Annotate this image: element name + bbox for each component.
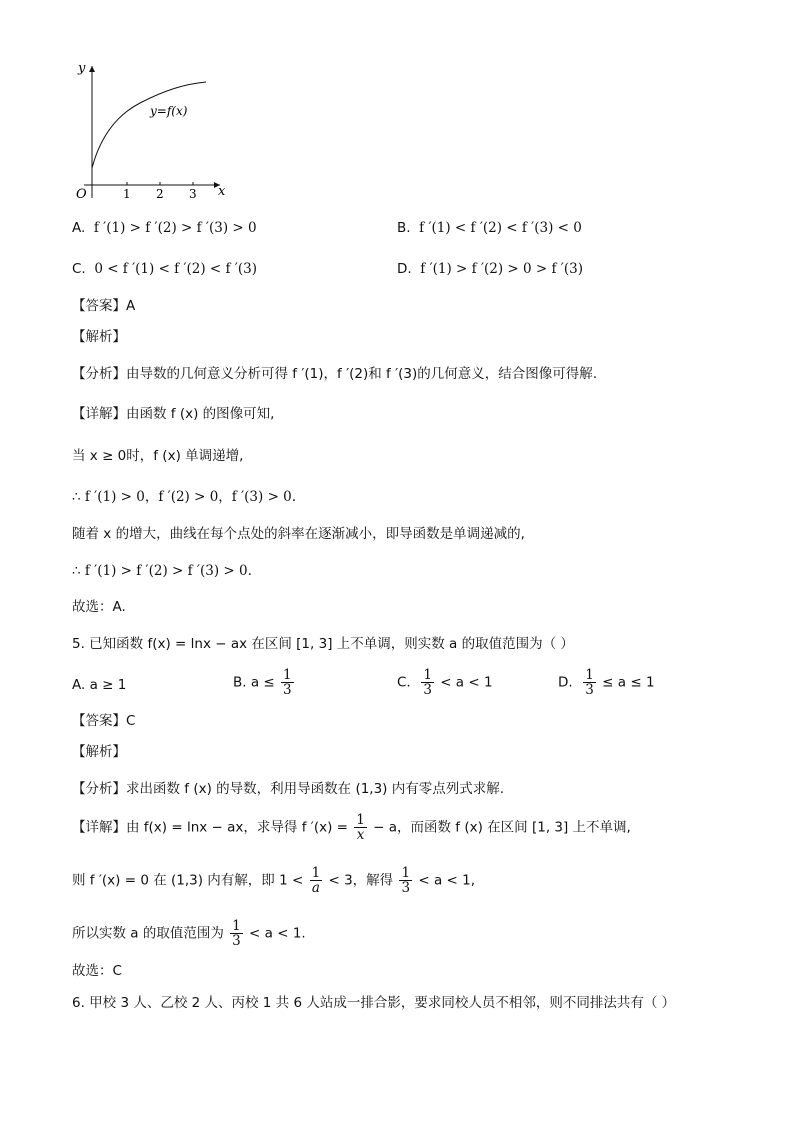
tick-2: 2 (156, 187, 164, 201)
function-graph (70, 58, 240, 208)
y-axis-label: y (78, 61, 86, 76)
q4-option-d: D. f ′(1) > f ′(2) > 0 > f ′(3) (397, 261, 583, 277)
q5-choose: 故选：C (72, 963, 122, 979)
q5-line-2: 所以实数 a 的取值范围为 $\frac{1}{3}$ < a < 1. (72, 918, 306, 949)
curve-label: y=f(x) (150, 104, 188, 118)
q5-analysis-tag: 【解析】 (72, 744, 126, 760)
fraction-one-over-a: $\frac{1}{a}$ (311, 865, 321, 896)
q4-fenxi: 【分析】由导数的几何意义分析可得 f ′(1)，f ′(2)和 f ′(3)的几何意义，结合图像可得解. (72, 366, 598, 382)
q4-line-2: ∴ f ′(1) > 0，f ′(2) > 0，f ′(3) > 0. (72, 489, 297, 505)
fraction-one-third: $\frac{1}{3}$ (232, 918, 241, 949)
q5-xiangjie: 【详解】由 f(x) = lnx − ax，求导得 f ′(x) = $\frac{1}{x}$ − a，而函数 f (x) 在区间 [1, 3] 上不单调, (72, 812, 631, 843)
q4-xiangjie: 【详解】由函数 f (x) 的图像可知, (72, 406, 275, 422)
q5-line-1: 则 f ′(x) = 0 在 (1,3) 内有解，即 1 < $\frac{1}{a}$ < 3，解得 $\frac{1}{3}$ < a < 1, (72, 865, 476, 896)
fraction-one-third: $\frac{1}{3}$ (401, 865, 411, 896)
fraction-one-third: $\frac{1}{3}$ (283, 667, 292, 698)
q4-option-a: A. f ′(1) > f ′(2) > f ′(3) > 0 (72, 220, 257, 236)
fraction-one-third: $\frac{1}{3}$ (423, 667, 432, 698)
q5-option-c: C. $\frac{1}{3}$ < a < 1 (397, 667, 493, 698)
q4-line-1: 当 x ≥ 0时，f (x) 单调递增, (72, 448, 244, 464)
q5-fenxi: 【分析】求出函数 f (x) 的导数，利用导函数在 (1,3) 内有零点列式求解. (72, 781, 505, 797)
q5-option-a: A. a ≥ 1 (72, 677, 127, 693)
curve (92, 82, 206, 168)
q4-option-b: B. f ′(1) < f ′(2) < f ′(3) < 0 (397, 220, 582, 236)
fraction-one-third: $\frac{1}{3}$ (585, 667, 594, 698)
q5-stem: 5. 已知函数 f(x) = lnx − ax 在区间 [1, 3] 上不单调，则实数 a 的取值范围为（ ） (72, 636, 574, 652)
q4-line-3: 随着 x 的增大，曲线在每个点处的斜率在逐渐减小，即导函数是单调递减的, (72, 526, 525, 542)
fraction-one-over-x: $\frac{1}{x}$ (356, 812, 365, 843)
q5-option-d: D. $\frac{1}{3}$ ≤ a ≤ 1 (558, 667, 655, 698)
q6-stem: 6. 甲校 3 人、乙校 2 人、丙校 1 共 6 人站成一排合影，要求同校人员不相邻，则不同排法共有（ ） (72, 995, 676, 1011)
q4-answer: 【答案】A (72, 298, 136, 314)
x-axis-label: x (218, 184, 226, 199)
q4-analysis-tag: 【解析】 (72, 329, 126, 345)
q5-option-b: B. a ≤ $\frac{1}{3}$ (233, 667, 292, 698)
q4-line-4: ∴ f ′(1) > f ′(2) > f ′(3) > 0. (72, 563, 252, 579)
q4-choose: 故选：A. (72, 599, 126, 615)
q5-answer: 【答案】C (72, 713, 136, 729)
tick-3: 3 (189, 187, 197, 201)
origin-label: O (76, 187, 87, 202)
q4-option-c: C. 0 < f ′(1) < f ′(2) < f ′(3) (72, 261, 258, 277)
tick-1: 1 (123, 187, 131, 201)
